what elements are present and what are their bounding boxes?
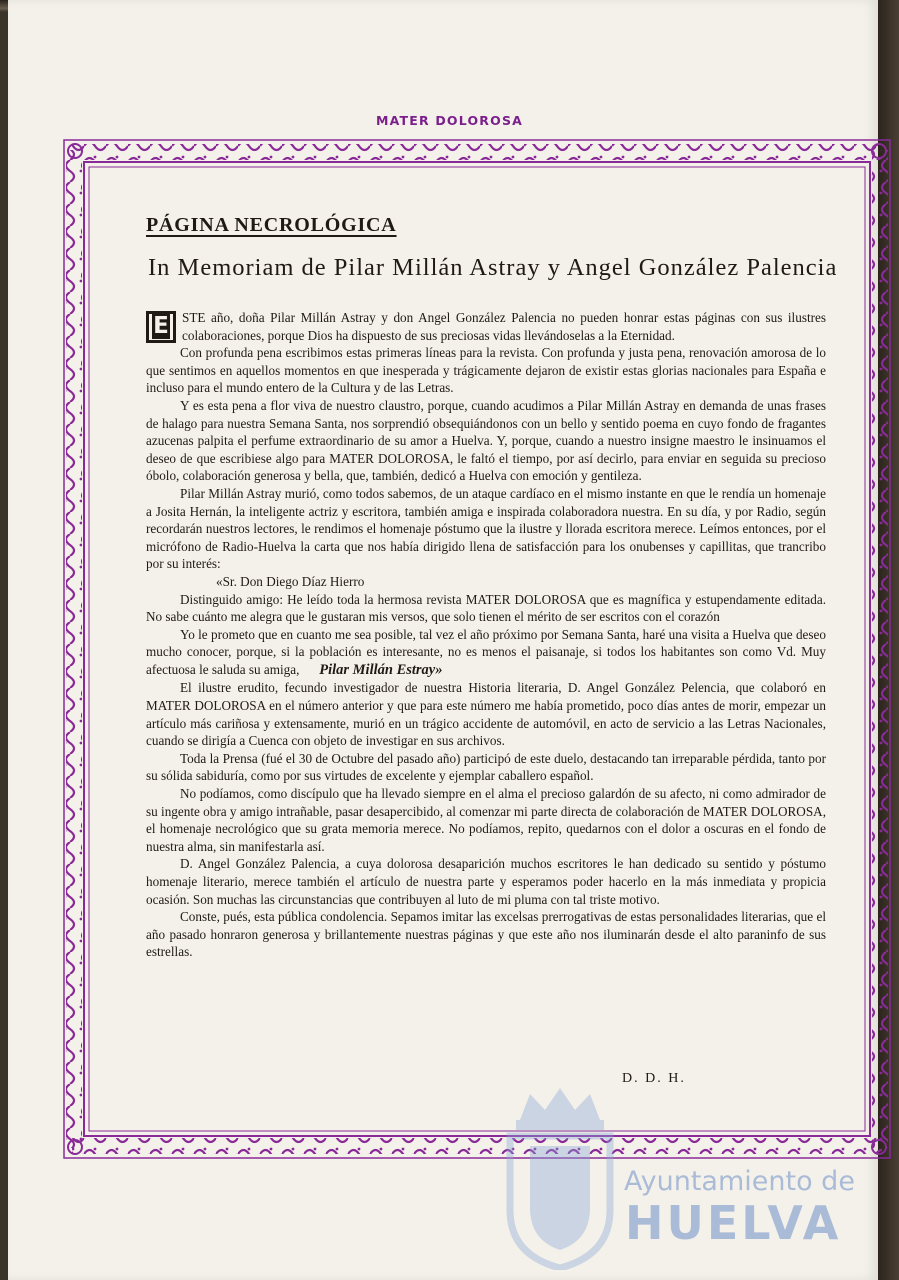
drop-cap: [146, 311, 176, 343]
paragraph-opening: [146, 309, 826, 344]
drop-cap-letter: E: [153, 313, 169, 339]
article: [146, 214, 838, 1086]
author-initials: D. D. H.: [622, 1071, 686, 1086]
memoriam-title: In Memoriam de Pilar Millán Astray y Angel González Palencia: [148, 254, 838, 281]
paragraph: Conste, pués, esta pública condolencia. Sepamos imitar las excelsas prerrogativas de estas personalidades literarias, que el año pasado honraron generosa y brillantemente nuestras páginas y que este año nos iluminarán desde el alto paraninfo de sus estrellas.: [146, 909, 826, 960]
paragraph: El ilustre erudito, fecundo investigador de nuestra Historia literaria, D. Angel González Pelencia, que colaboró en MATER DOLOROSA en el número anterior y que para este número me había prometido, poco días antes de morir, empezar un artículo más cariñosa y extensamente, murió en un trágico accidente de automóvil, en acto de servicio a las Letras Nacionales, cuando se dirigía a Cuenca con objeto de investigar en sus archivos.: [146, 680, 826, 749]
paragraph: Pilar Millán Astray murió, como todos sabemos, de un ataque cardíaco en el mismo instante en que le rendía un homenaje a Josita Hernán, la inteligente actriz y escritora, también amiga e inspirada colaboradora nuestra. En su día, y por Radio, según recordarán nuestros lectores, le rendimos el homenaje póstumo que la ilustre y llorada escritora merece. Leímos entonces, por el micrófono de Radio-Huelva la carta que nos había dirigido llena de satisfacción para los onubenses y capillitas, que trancribo por su interés:: [146, 485, 826, 572]
watermark-line2: HUELVA: [625, 1196, 842, 1250]
letter-text: Yo le prometo que en cuanto me sea posible, tal vez el año próximo por Semana Santa, haré una visita a Huelva que deseo mucho conocer, porque, si la población es interesante, no es menos el paisanaje, si todos los habitantes son como Vd. Muy afectuosa le saluda su amiga,: [146, 626, 826, 677]
paragraph: Toda la Prensa (fué el 30 de Octubre del pasado año) participó de este duelo, destacando tan irreparable pérdida, tanto por su sólida sabiduría, como por sus virtudes de excelente y ejemplar caballero español.: [146, 750, 826, 784]
section-title: PÁGINA NECROLÓGICA: [146, 214, 397, 236]
article-body: [146, 309, 826, 961]
paragraph: D. Angel González Palencia, a cuya dolorosa desaparición muchos escritores le han dedicado su sentido y póstumo homenaje literario, merece también el artículo de nuestra parte y esperamos poder hacerlo en la más inmediata y propicia ocasión. Son muchas las circunstancias que contribuyen al luto de mi pluma con tal triste motivo.: [146, 856, 826, 907]
paragraph: Con profunda pena escribimos estas primeras líneas para la revista. Con profunda y justa pena, renovación amorosa de lo que sentimos en aquellos momentos en que inesperada y trágicamente dejaron de existir estas glorias nacionales para España e incluso para el mundo entero de la Cultura y de las Letras.: [146, 345, 826, 396]
letter-signature: Pilar Millán Estray»: [319, 661, 443, 678]
paragraph: No podíamos, como discípulo que ha llevado siempre en el alma el precioso galardón de su afecto, ni como admirador de su ingente obra y amigo intrañable, pasar desapercibido, al comenzar mi parte directa de colaboración de MATER DOLOROSA, el homenaje necrológico que su grata memoria merece. No podíamos, repito, quedarnos con el dolor a oscuras en el fondo de nuestra alma, sin manifestarla así.: [146, 786, 826, 854]
paragraph-text: STE año, doña Pilar Millán Astray y don Angel González Palencia no pueden honrar estas páginas con sus ilustres colaboraciones, porque Dios ha dispuesto de sus preciosas vidas llevándoselas a la Eternidad.: [182, 310, 826, 343]
letter-paragraph: Distinguido amigo: He leído toda la hermosa revista MATER DOLOROSA que es magnífica y estupendamente editada. No sabe cuánto me alegra que le gustaran mis versos, que solo tienen el mérito de ser escritos con el corazón: [146, 591, 826, 625]
watermark-line1: Ayuntamiento de: [624, 1166, 855, 1197]
letter-paragraph: [146, 626, 826, 680]
running-header: MATER DOLOROSA: [375, 113, 524, 128]
paragraph: Y es esta pena a flor viva de nuestro claustro, porque, cuando acudimos a Pilar Millán Astray en demanda de unas frases de halago para nuestra Semana Santa, nos sorprendió obsequiándonos con un bello y sentido poema en cuyo fondo de fragantes azucenas palpita el perfume extraordinario de su amor a Huelva. Y, porque, cuando a nuestro insigne maestro le insinuamos el deseo de que escribiese algo para MATER DOLOROSA, le faltó el tiempo, por así decirlo, para enviar en seguida su precioso óbolo, colaboración generosa y bella, que, también, dedicó a Huelva con emoción y gentileza.: [146, 397, 826, 484]
letter-salutation: «Sr. Don Diego Díaz Hierro: [216, 573, 365, 589]
